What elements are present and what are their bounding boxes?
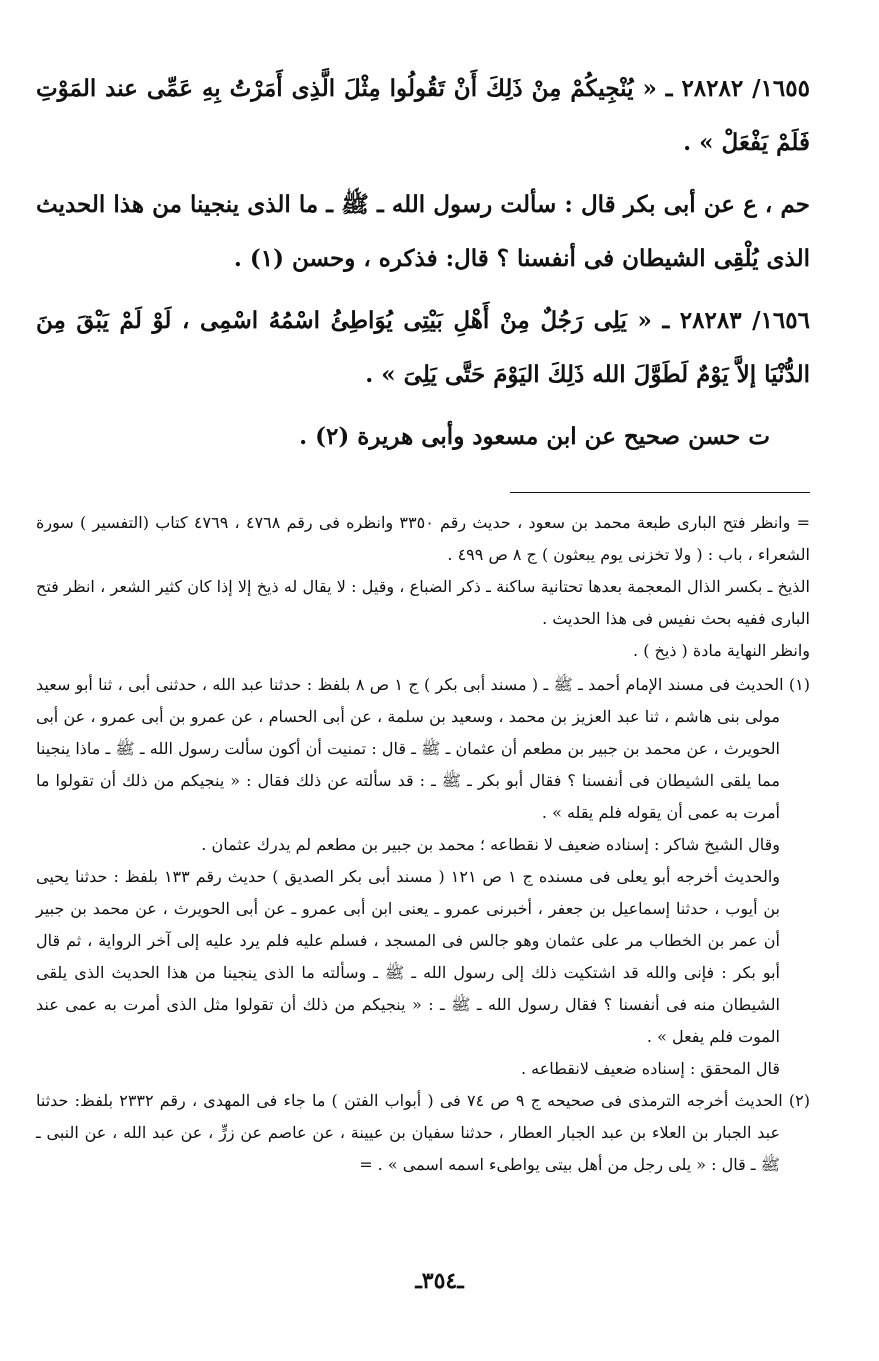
- footnote-continued-1: = وانظر فتح البارى طبعة محمد بن سعود ، حديث رقم ٣٣٥٠ وانظره فى رقم ٤٧٦٨ ، ٤٧٦٩ كتاب (التفسير ) سورة الشعراء ، باب : ( ولا تخزنى يوم يبعثون ) ج ٨ ص ٤٩٩ .: [36, 513, 810, 564]
- page-body: [36, 62, 810, 1181]
- page-number: ـ٣٥٤ـ: [415, 1268, 464, 1294]
- footnote-continued-3: وانظر النهاية مادة ( ذيخ ) .: [633, 641, 810, 660]
- footnote-1-abu-yala: والحديث أخرجه أبو يعلى فى مسنده ج ١ ص ١٢١ ( مسند أبى بكر الصديق ) حديث رقم ١٣٣ بلفظ : حدثنا يحيى بن أيوب ، حدثنا إسماعيل بن جعفر ، أخبرنى عمرو ـ يعنى ابن أبى عمرو ـ عن أبى الحويرث ، عن محمد بن جبير أن عمر بن الخطاب مر على عثمان وهو جالس فى المسجد ، فسلم عليه فلم يرد عليه إلى آخر الرواية ، ثم قال أبو بكر : فإنى والله قد اشتكيت ذلك إلى رسول الله ـ ﷺ ـ وسألته ما الذى ينجينا من هذا الحديث الذى يلقى الشيطان منه فى أنفسنا ؟ فقال رسول الله ـ ﷺ ـ : « ينجيكم من ذلك أن تقولوا مثل الذى أمرت به عمى عند الموت فلم يفعل » .: [36, 867, 781, 1046]
- hadith-1655-narration: حم ، ع عن أبى بكر قال : سألت رسول الله ـ ﷺ ـ ما الذى ينجينا من هذا الحديث الذى يُلْقِى الشيطان فى أنفسنا ؟ قال: فذكره ، وحسن (١) .: [36, 191, 810, 272]
- footnote-divider: [510, 492, 810, 493]
- hadith-1656-text: ١٦٥٦/ ٢٨٢٨٣ ـ « يَلِى رَجُلٌ مِنْ أَهْلِ بَيْتِى يُوَاطِئُ اسْمُهُ اسْمِى ، لَوْ لَمْ يَبْقَ مِنَ الدُّنْيَا إلاَّ يَوْمٌ لَطَوَّلَ الله ذَلِكَ اليَوْمَ حَتَّى يَلِىَ » .: [36, 307, 810, 388]
- hadith-1655-text: ١٦٥٥/ ٢٨٢٨٢ ـ « يُنْجِيكُمْ مِنْ ذَلِكَ أَنْ تَقُولُوا مِثْلَ الَّذِى أَمَرْتُ بِهِ عَمِّى عند المَوْتِ فَلَمْ يَفْعَلْ » .: [36, 75, 810, 156]
- hadith-1656-narration: ت حسن صحيح عن ابن مسعود وأبى هريرة (٢) .: [299, 423, 770, 450]
- footnote-1-muhaqqiq: قال المحقق : إسناده ضعيف لانقطاعه .: [520, 1059, 780, 1078]
- footnote-1-shakir: وقال الشيخ شاكر : إسناده ضعيف لا نقطاعه ؛ محمد بن جبير بن مطعم لم يدرك عثمان .: [201, 835, 780, 854]
- footnote-1: (١) الحديث فى مسند الإمام أحمد ـ ﷺ ـ ( مسند أبى بكر ) ج ١ ص ٨ بلفظ : حدثنا عبد الله ، حدثنى أبى ، ثنا أبو سعيد مولى بنى هاشم ، ثنا عبد العزيز بن محمد ، وسعيد بن سلمة ، عن أبى الحسام ، عن عمرو بن أبى عمرو ، عن أبى الحويرث ، عن محمد بن جبير بن مطعم أن عثمان ـ ﷺ ـ قال : تمنيت أن أكون سألت رسول الله ـ ﷺ ـ ماذا ينجينا مما يلقى الشيطان فى أنفسنا ؟ فقال أبو بكر ـ ﷺ ـ : قد سألته عن ذلك فقال : « ينجيكم من ذلك أن تقولوا ما أمرت به عمى أن يقوله فلم يقله » .: [36, 675, 810, 822]
- footnote-2: (٢) الحديث أخرجه الترمذى فى صحيحه ج ٩ ص ٧٤ فى ( أبواب الفتن ) ما جاء فى المهدى ، رقم ٢٣٣٢ بلفظ: حدثنا عبد الجبار بن العلاء بن عبد الجبار العطار ، حدثنا سفيان بن عيينة ، عن عاصم عن زرٍّ ، عن عبد الله ، عن النبى ـ ﷺ ـ قال : « يلى رجل من أهل بيتى يواطىء اسمه اسمى » . =: [36, 1091, 811, 1174]
- footnote-continued-2: الذيخ ـ بكسر الذال المعجمة بعدها تحتانية ساكنة ـ ذكر الضباع ، وقيل : لا يقال له ذيخ إلا إذا كان كثير الشعر ، انظر فتح البارى ففيه بحث نفيس فى هذا الحديث .: [36, 577, 810, 628]
